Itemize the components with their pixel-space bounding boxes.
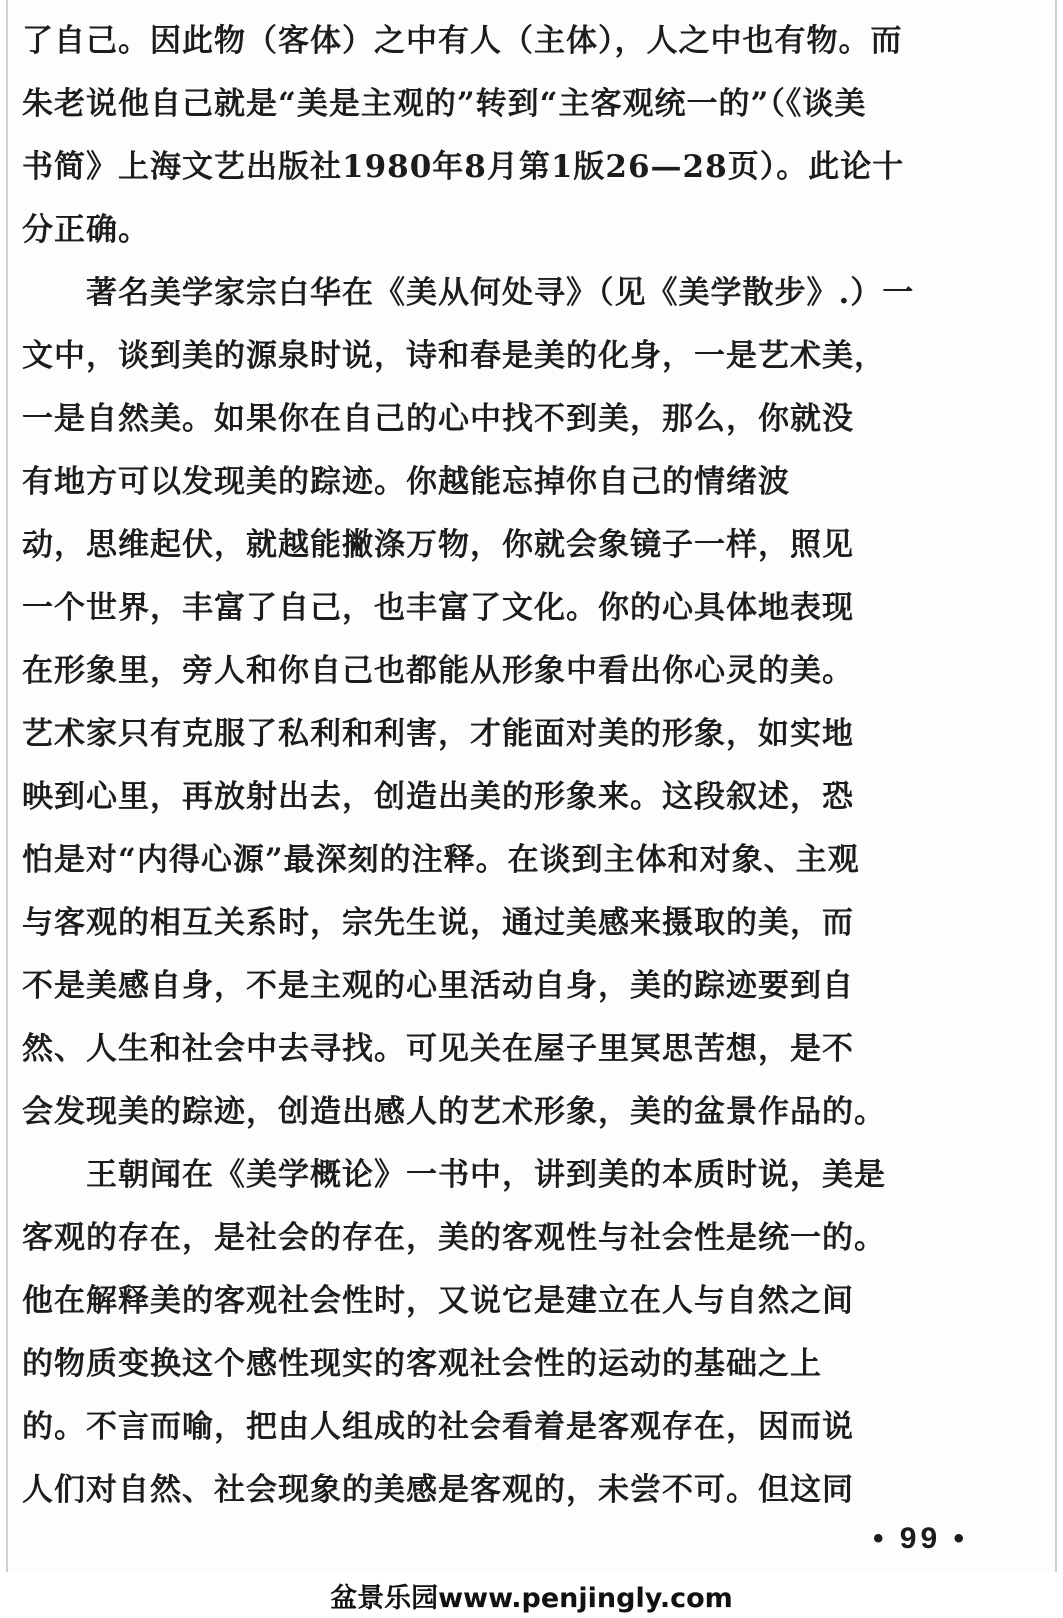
text-line: 会发现美的踪迹，创造出感人的艺术形象，美的盆景作品的。 [22,1094,886,1130]
text-line: 一是自然美。如果你在自己的心中找不到美，那么，你就没 [22,401,854,437]
text-line: 动，思维起伏，就越能撇涤万物，你就会象镜子一样，照见 [22,527,854,563]
text-line: 的。不言而喻，把由人组成的社会看着是客观存在，因而说 [22,1409,854,1445]
paragraph-start-line: 王朝闻在《美学概论》一书中，讲到美的本质时说，美是 [86,1157,886,1193]
text-line: 书简》上海文艺出版社1980年8月第1版26—28页）。此论十 [22,149,905,185]
watermark-bar [0,1572,1063,1618]
text-line: 映到心里，再放射出去，创造出美的形象来。这段叙述，恐 [22,779,854,815]
text-line: 不是美感自身，不是主观的心里活动自身，美的踪迹要到自 [22,968,854,1004]
page-number: • 99 • [872,1522,968,1555]
text-line: 与客观的相互关系时，宗先生说，通过美感来摄取的美，而 [22,905,854,941]
text-line: 艺术家只有克服了私利和利害，才能面对美的形象，如实地 [22,716,854,752]
body-text [22,10,1022,1522]
text-line: 他在解释美的客观社会性时，又说它是建立在人与自然之间 [22,1283,854,1319]
text-line: 文中，谈到美的源泉时说，诗和春是美的化身，一是艺术美， [22,338,886,374]
text-line: 怕是对“内得心源”最深刻的注释。在谈到主体和对象、主观 [22,842,860,878]
text-line: 有地方可以发现美的踪迹。你越能忘掉你自己的情绪波 [22,464,790,500]
text-line: 然、人生和社会中去寻找。可见关在屋子里冥思苦想，是不 [22,1031,854,1067]
text-line: 在形象里，旁人和你自己也都能从形象中看出你心灵的美。 [22,653,854,689]
paragraph-start-line: 著名美学家宗白华在《美从何处寻》（见《美学散步》.）一 [86,275,915,311]
text-line: 朱老说他自己就是“美是主观的”转到“主客观统一的”（《谈美 [22,86,867,122]
text-line: 了自己。因此物（客体）之中有人（主体），人之中也有物。而 [22,23,903,59]
text-line: 客观的存在，是社会的存在，美的客观性与社会性是统一的。 [22,1220,886,1256]
text-line: 分正确。 [22,212,150,248]
text-line: 一个世界，丰富了自己，也丰富了文化。你的心具体地表现 [22,590,854,626]
site-watermark: 盆景乐园www.penjingly.com [330,1582,733,1614]
text-line: 人们对自然、社会现象的美感是客观的，未尝不可。但这同 [22,1472,854,1508]
text-line: 的物质变换这个感性现实的客观社会性的运动的基础之上 [22,1346,822,1382]
